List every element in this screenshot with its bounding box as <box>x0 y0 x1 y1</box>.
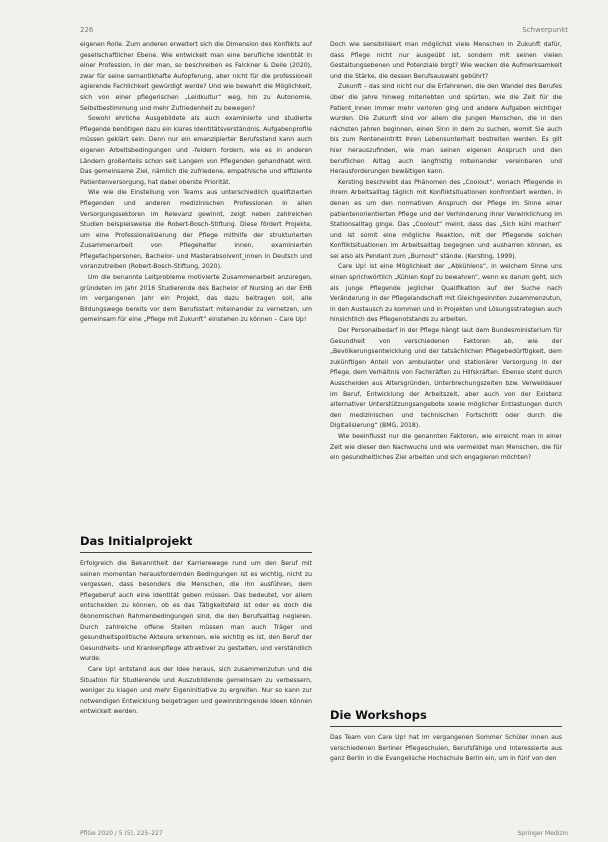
right-column <box>330 40 562 464</box>
publisher-name: Springer Medizin <box>517 830 568 837</box>
section-initial <box>80 534 312 718</box>
body-paragraph: Zukunft – das sind nicht nur die Erfahrenen, die den Wandel des Berufes über die Jahre hinweg miterlebten und spürten, wie die Zeit für die Patient_innen immer mehr verloren ging und andere Aufgaben wichtiger wurden. Die Zukunft sind vor allem die jungen Menschen, die in den nächsten Jahren beginnen, einen Sinn in dem zu suchen, womit Sie auch bis zum Renteneintritt Ihren Lebensunterhalt bestreiten werden. Es gilt hier herauszufinden, wie man seinen eigenen Anspruch und den beruflichen Alltag auch langfristig miteinander vereinbaren und Herausforderungen bewältigen kann. <box>330 83 562 176</box>
page-number: 226 <box>80 26 94 34</box>
page-header <box>80 26 568 38</box>
body-paragraph: Der Personalbedarf in der Pflege hängt laut dem Bundesministerium für Gesundheit von verschiedenen Faktoren ab, wie der „Bevölkerungsentwicklung und der tatsächlichen Pflegebedürftigkeit, dem zukünftigen Anteil von ambulanter und stationärer Versorgung in der Pflege, dem Verhältnis von Fachkräften zu Hilfskräften. Ebenso steht durch Ausscheiden aus Altersgründen, Unterbrechungszeiten bzw. Verweildauer im Beruf, Entwicklung der Arbeitszeit, aber auch von der Existenz alternativer Unterstützungsangebote sowie möglicher Entlastungen durch den medizinischen und technischen Fortschritt oder durch die Digitalisierung“ (BMG, 2018). <box>330 327 562 430</box>
body-paragraph: Um die benannte Leitprobleme motivierte Zusammenarbeit anzuregen, gründeten im Jahr 2016 Studierende des Bachelor of Nursing an der EHB im vergangenen Jahr ein Projekt, das dazu beitragen soll, alle Bildungswege bereits vor dem Berufsstart miteinander zu vernetzen, um gemeinsam für eine „Pflege mit Zukunft“ einstehen zu können – Care Up! <box>80 274 312 324</box>
body-paragraph: Care Up! ist eine Möglichkeit der „Abkühlens“, in welchem Sinne uns einen sprichwörtlich „Kühlen Kopf zu bewahren“, wenn es darum geht, sich als junge Pflegende jeglicher Qualifikation auf der Suche nach Veränderung in der Pflegelandschaft mit Gleichgesinnten zusammenzutun, in den Austausch zu kommen und in Projekten und Lösungsstrategien auch hinsichtlich des Pflegenotstands zu arbeiten. <box>330 263 562 324</box>
body-paragraph: Doch wie sensibilisiert man möglichst viele Menschen in Zukunft dafür, dass Pflege nicht nur ausgeübt ist, sondern mit seinen vielen Gestaltungsebenen und Potenziale birgt? Wie wecken die Aufmerksamkeit und die Stärke, die dessen Berufsauswahl gebührt? <box>330 41 562 80</box>
section-heading: Die Workshops <box>330 708 427 722</box>
running-title: Schwerpunkt <box>522 26 568 34</box>
journal-reference: PflGe 2020 / 5 (5), 225–227 <box>80 830 163 837</box>
body-paragraph: Wie beeinflusst nur die genannten Faktoren, wie erreicht man in einer Zeit wie dieser den Nachwuchs und wie vermeidet man Menschen, die für ein gesundheitliches Ziel arbeiten und sich engagieren möchten? <box>330 432 562 462</box>
page-footer <box>80 830 568 840</box>
body-paragraph: eigenen Rolle. Zum anderen erweitert sich die Dimension des Konflikts auf gesellschaftlicher Ebene. Wie entwickelt man eine berufliche Identität in einer Profession, in der man, so beschreiben es Falckner & Deile (2020), zwar für seine semantikhafte Aufopferung, aber nicht für die professionell agierende Fachlichkeit gewürdigt werde? Und wie bewahrt die Möglichkeit, sich von einer pflegerischen „Leidkultur“ weg, hin zu Autonomie, Selbstbestimmung und mehr Zufriedenheit zu bewegen? <box>80 41 312 112</box>
body-paragraph: Wie wie die Einstellung von Teams aus unterschiedlich qualifizierten Pflegenden und anderen medizinischen Professionen in allen Versorgungssektoren im Relevanz gewinnt, zeigt neben zahlreichen Studien beispielsweise die Robert-Bosch-Stiftung. Diese fördert Projekte, um eine Professionalisierung der Pflege mithilfe der strukturierten Zusammenarbeit von Pflegehelfer innen, examinierten Pflegefachpersonen, Bachelor- und Masterabsolvent_innen in Deutsch und voranzutreiben (Robert-Bosch-Stiftung, 2020). <box>80 189 312 271</box>
body-paragraph: Kersting beschreibt das Phänomen des „Coolout“, wonach Pflegende in ihrem Arbeitsalltag täglich mit Konfliktsituationen konfrontiert werden, in denen es um den normativen Anspruch der Pflege im Sinne einer patientenorientierten Pflege und der Verhinderung ihrer Verwirklichung im Stationsalltag ginge. Das „Coolout“ meint, dass das „Sich kühl machen“ und ist somit eine mögliche Reaktion, mit der Pflegende solchen Konfliktsituationen im Arbeitsalltag begegnen und ausharren können, es sei also als Pendant zum „Burnout“ stände. (Kersting, 1999). <box>330 178 562 260</box>
section-workshops <box>330 708 562 765</box>
body-paragraph: Das Team von Care Up! hat im vergangenen Sommer Schüler innen aus verschiedenen Berliner Pflegeschulen, Berufsfähige und Interessierte aus ganz Berlin in die Evangelische Hochschule Berlin ein, um in fünf von den <box>330 734 562 763</box>
section-heading: Das Initialprojekt <box>80 534 193 548</box>
heading-rule <box>80 552 312 553</box>
body-paragraph: Erfolgreich die Bekanntheit der Karrierewege rund um den Beruf mit seinen momentan herausfordernden Bedingungen ist es wichtig, nicht zu vergessen, dass besonders die Menschen, die ihn ausführen, dem Pflegeberuf auch eine Identität geben müssen. Das bedeutet, vor allem entscheiden zu können, ob es das Tätigkeitsfeld ist oder es doch die ökonomischen Rahmenbedingungen sind, die den Berufsalltag negieren. Durch zahlreiche offene Stellen müssen man auch Träger und gesundheitspolitische Akteure erkennen, wie wichtig es ist, den Beruf der Gesundheits- und Krankenpflege attraktiver zu gestalten, und verständlich wurde. <box>80 560 312 663</box>
left-column <box>80 40 312 326</box>
body-paragraph: Sowohl ehrliche Ausgebildete als auch examinierte und studierte Pflegende benötigen dazu ein klares Identitätsverständnis, Aufgabenprofile müssen geklärt sein. Denn nur ein emanzipierter Berufsstand kann auch eigenen Arbeitsbedingungen und -feldern fordern, wie es in anderen Ländern großenteils schon seit Langem von Pflegenden gehandhabt wird. Das gemeinsame Ziel, nämlich die zufriedene, empathische und effiziente Patientenversorgung, hat dabei oberste Priorität. <box>80 115 312 186</box>
heading-rule <box>330 726 562 727</box>
body-paragraph: Care Up! entstand aus der Idee heraus, sich zusammenzutun und die Situation für Studierende und Auszubildende gemeinsam zu verbessern, weniger zu klagen und mehr Eigeninitiative zu ergreifen. Nur so kann zur notwendigen Entwicklung beigetragen und gewinnbringende Ideen können entwickelt werden. <box>80 665 312 716</box>
